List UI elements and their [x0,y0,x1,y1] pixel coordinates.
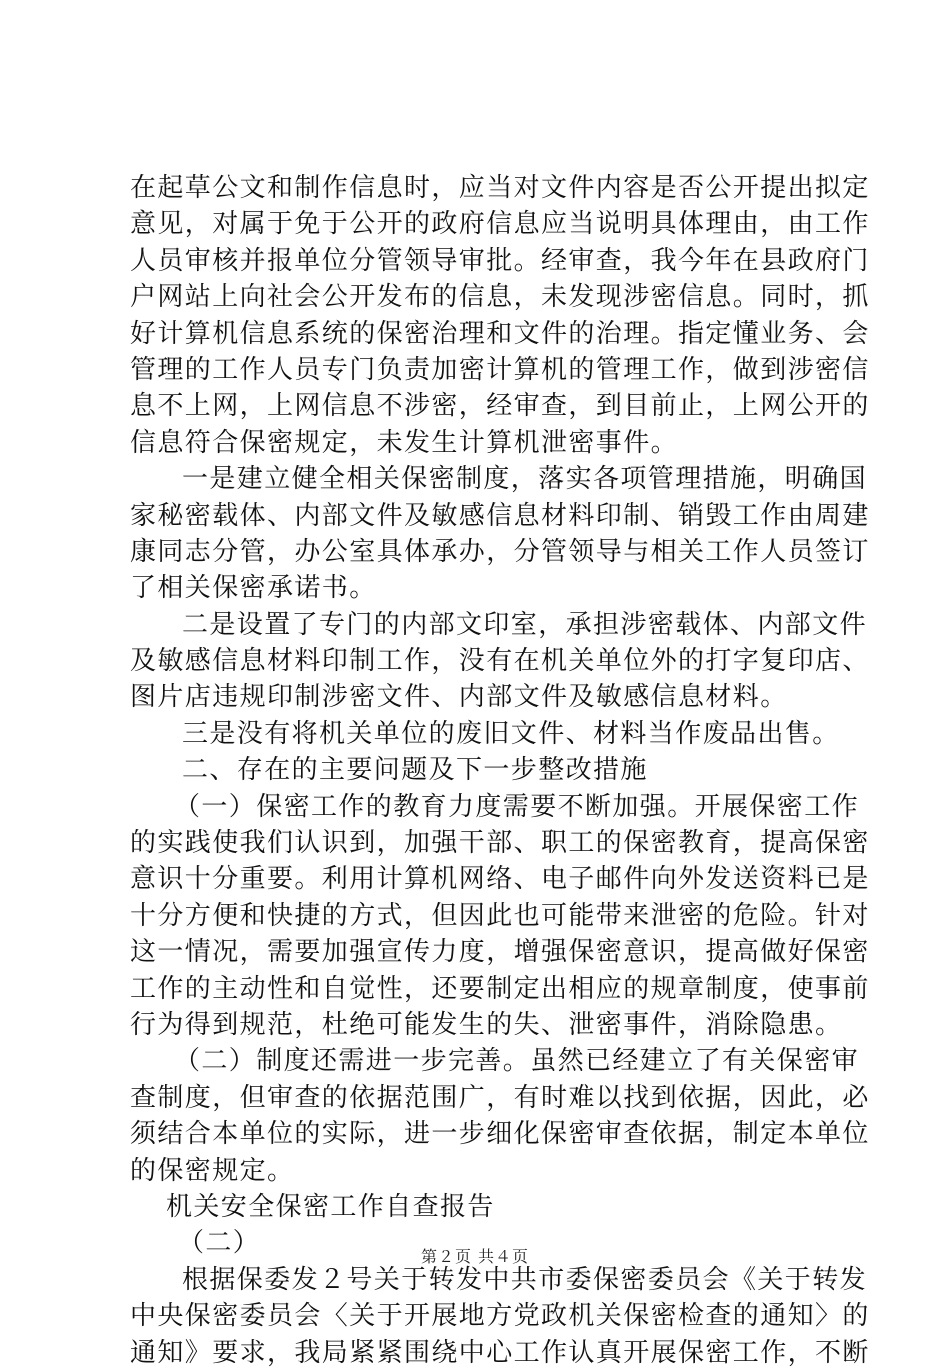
paragraph-first-line: 根据保委发２号关于转发中共市委保密委员会《关于转发 [182,1264,868,1295]
text-line: 图片店违规印制涉密文件、内部文件及敏感信息材料。 [130,682,788,713]
text-line: 行为得到规范，杜绝可能发生的失、泄密事件，消除隐患。 [130,1009,843,1040]
paragraph-first-line: 一是建立健全相关保密制度，落实各项管理措施，明确国 [182,464,868,495]
text-line: 意识十分重要。利用计算机网络、电子邮件向外发送资料已是 [130,864,870,895]
text-line: 的保密规定。 [130,1155,295,1186]
text-line: 须结合本单位的实际，进一步细化保密审查依据，制定本单位 [130,1119,870,1150]
subsection-heading-line: （二）制度还需进一步完善。虽然已经建立了有关保密审 [174,1046,860,1077]
paragraph-first-line: 三是没有将机关单位的废旧文件、材料当作废品出售。 [182,718,840,749]
text-line: 查制度，但审查的依据范围广，有时难以找到依据，因此，必 [130,1082,870,1113]
text-line: 工作的主动性和自觉性，还要制定出相应的规章制度，使事前 [130,973,870,1004]
text-line: 康同志分管，办公室具体承办，分管领导与相关工作人员签订 [130,536,870,567]
text-line: 管理的工作人员专门负责加密计算机的管理工作，做到涉密信 [130,354,870,385]
report-subtitle: （二） [178,1228,261,1259]
text-line: 的实践使我们认识到，加强干部、职工的保密教育，提高保密 [130,828,870,859]
text-line: 户网站上向社会公开发布的信息，未发现涉密信息。同时，抓 [130,282,870,313]
text-line: 这一情况，需要加强宣传力度，增强保密意识，提高做好保密 [130,937,870,968]
text-line: 十分方便和快捷的方式，但因此也可能带来泄密的危险。针对 [130,900,870,931]
text-line: 好计算机信息系统的保密治理和文件的治理。指定懂业务、会 [130,318,870,349]
document-body [130,170,870,1371]
paragraph-first-line: 二是设置了专门的内部文印室，承担涉密载体、内部文件 [182,609,868,640]
text-line: 通知》要求，我局紧紧围绕中心工作认真开展保密工作，不断 [130,1337,870,1368]
text-line: 意见，对属于免于公开的政府信息应当说明具体理由，由工作 [130,209,870,240]
text-line: 中央保密委员会〈关于开展地方党政机关保密检查的通知〉的 [130,1301,870,1332]
text-line: 了相关保密承诺书。 [130,573,377,604]
text-line: 家秘密载体、内部文件及敏感信息材料印制、销毁工作由周建 [130,500,870,531]
report-title: 机关安全保密工作自查报告 [166,1191,495,1222]
text-line: 信息符合保密规定，未发生计算机泄密事件。 [130,427,679,458]
text-line: 及敏感信息材料印制工作，没有在机关单位外的打字复印店、 [130,646,870,677]
section-heading: 二、存在的主要问题及下一步整改措施 [182,755,648,786]
page-number-footer: 第２页 共４页 [420,1247,530,1266]
text-line: 息不上网，上网信息不涉密，经审查，到目前止，上网公开的 [130,391,870,422]
text-line: 人员审核并报单位分管领导审批。经审查，我今年在县政府门 [130,245,870,276]
text-line: 在起草公文和制作信息时，应当对文件内容是否公开提出拟定 [130,173,870,203]
subsection-heading-line: （一）保密工作的教育力度需要不断加强。开展保密工作 [174,791,860,822]
